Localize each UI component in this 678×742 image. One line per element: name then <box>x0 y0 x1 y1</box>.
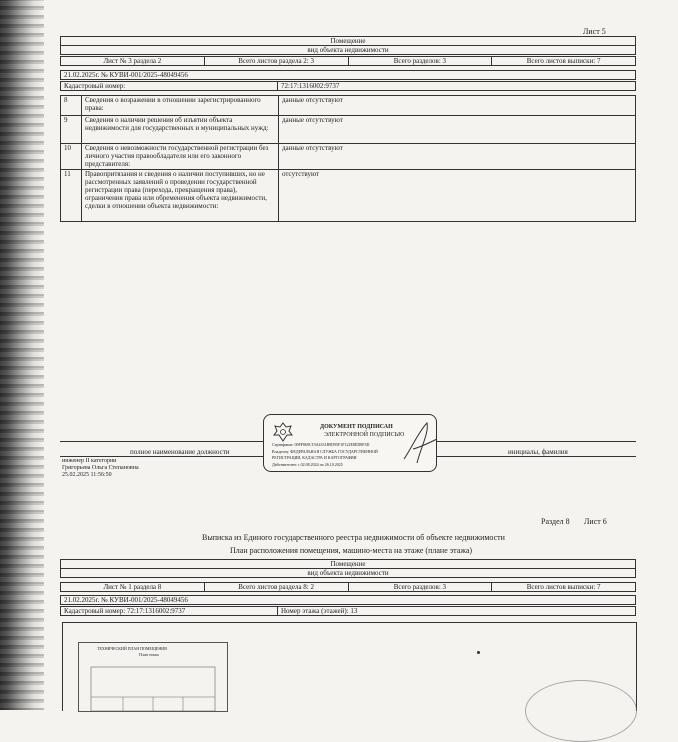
row-value: отсутствуют <box>279 170 636 222</box>
details-table <box>60 95 636 222</box>
total-sections: Всего разделов: 3 <box>348 57 492 66</box>
scan-shadow-edge <box>0 0 44 710</box>
row-label: Сведения о невозможности государственной регистрации без личного участия правообладателя или его законного представителя: <box>82 144 279 170</box>
object-header-table <box>60 36 636 55</box>
object-subtitle: вид объекта недвижимости <box>61 46 636 55</box>
position-text: инженер II категории <box>62 458 117 464</box>
section-label: Раздел 8 <box>541 517 570 526</box>
stamp-title: ДОКУМЕНТ ПОДПИСАН <box>320 424 393 430</box>
sheet-section-2: Лист № 1 раздела 8 <box>61 583 205 592</box>
initials-header: инициалы, фамилия <box>508 448 568 456</box>
row-value: данные отсутствуют <box>279 96 636 116</box>
plan-caption: ТЕХНИЧЕСКИЙ ПЛАН ПОМЕЩЕНИЯ <box>97 646 167 651</box>
signer-name: Григорьева Ольга Степановна <box>62 465 139 471</box>
stamp-owner-line2: РЕГИСТРАЦИИ, КАДАСТРА И КАРТОГРАФИИ <box>272 455 357 460</box>
stamp-validity: Действителен: с 02.08.2024 по 26.10.2025 <box>272 462 343 467</box>
object-title: Помещение <box>61 37 636 46</box>
plan-dot <box>477 651 480 654</box>
sheet-label: Лист 5 <box>583 27 606 36</box>
row-number: 11 <box>61 170 82 222</box>
table-row <box>61 170 636 222</box>
object-header-table-2 <box>60 559 636 578</box>
signature-datetime: 25.02.2025 11:56:50 <box>62 472 112 478</box>
object-title-2: Помещение <box>61 560 636 569</box>
row-label: Сведения о возражении в отношении зарегистрированного права: <box>82 96 279 116</box>
position-header: полное наименование должности <box>130 448 230 456</box>
electronic-signature-stamp <box>263 414 437 472</box>
total-extract-sheets-2: Всего листов выписки: 7 <box>492 583 636 592</box>
cadastral-floor-table <box>60 606 636 616</box>
floor-number: Номер этажа (этажей): 13 <box>278 607 636 616</box>
table-row <box>61 116 636 144</box>
round-seal-icon <box>525 680 637 742</box>
stamp-certificate: Сертификат: 00FF869C19A4331B9D95F1F122E8ED8F3D <box>272 442 370 447</box>
sheet-label-2: Лист 6 <box>584 517 607 526</box>
total-extract-sheets: Всего листов выписки: 7 <box>492 57 636 66</box>
cadastral-value: 72:17:1316002:9737 <box>278 82 636 91</box>
date-number-table-2 <box>60 595 636 605</box>
date-number: 21.02.2025г. № КУВИ-001/2025-48049456 <box>61 71 636 80</box>
stamp-subtitle: ЭЛЕКТРОННОЙ ПОДПИСЬЮ <box>324 432 405 438</box>
date-number-table <box>60 70 636 80</box>
extract-title: Выписка из Единого государственного реестра недвижимости об объекте недвижимости <box>202 533 505 542</box>
floor-plan-sketch-icon <box>83 659 223 711</box>
sheet-info-table <box>60 56 636 66</box>
floor-plan-drawing <box>78 642 228 712</box>
row-number: 8 <box>61 96 82 116</box>
coat-of-arms-icon <box>272 421 294 443</box>
row-value: данные отсутствуют <box>279 144 636 170</box>
sheet-info-table-2 <box>60 582 636 592</box>
cadastral-table <box>60 81 636 91</box>
row-value: данные отсутствуют <box>279 116 636 144</box>
handwritten-signature-icon <box>399 419 439 469</box>
table-row <box>61 144 636 170</box>
cadastral-label: Кадастровый номер: <box>61 82 278 91</box>
total-sections-2: Всего разделов: 3 <box>348 583 492 592</box>
cadastral-2: Кадастровый номер: 72:17:1316002:9737 <box>61 607 278 616</box>
row-number: 9 <box>61 116 82 144</box>
row-label: Правопритязания и сведения о наличии поступивших, но не рассмотренных заявлений о проведении государственной регистрации права (перехода, прекращения права), ограничения права или обременения объекта недвижимости, сделки в отношении объекта недвижимости: <box>82 170 279 222</box>
total-section-sheets: Всего листов раздела 2: 3 <box>204 57 348 66</box>
plan-title: План расположения помещения, машино-места на этаже (плане этажа) <box>230 546 473 555</box>
sheet-section: Лист № 3 раздела 2 <box>61 57 205 66</box>
row-number: 10 <box>61 144 82 170</box>
stamp-owner-line1: Владелец: ФЕДЕРАЛЬНАЯ СЛУЖБА ГОСУДАРСТВЕННОЙ <box>272 449 378 454</box>
plan-sub: План этажа <box>139 652 159 657</box>
total-section-sheets-2: Всего листов раздела 8: 2 <box>204 583 348 592</box>
date-number-2: 21.02.2025г. № КУВИ-001/2025-48049456 <box>61 596 636 605</box>
row-label: Сведения о наличии решения об изъятии объекта недвижимости для государственных и муниципальных нужд: <box>82 116 279 144</box>
table-row <box>61 96 636 116</box>
object-subtitle-2: вид объекта недвижимости <box>61 569 636 578</box>
